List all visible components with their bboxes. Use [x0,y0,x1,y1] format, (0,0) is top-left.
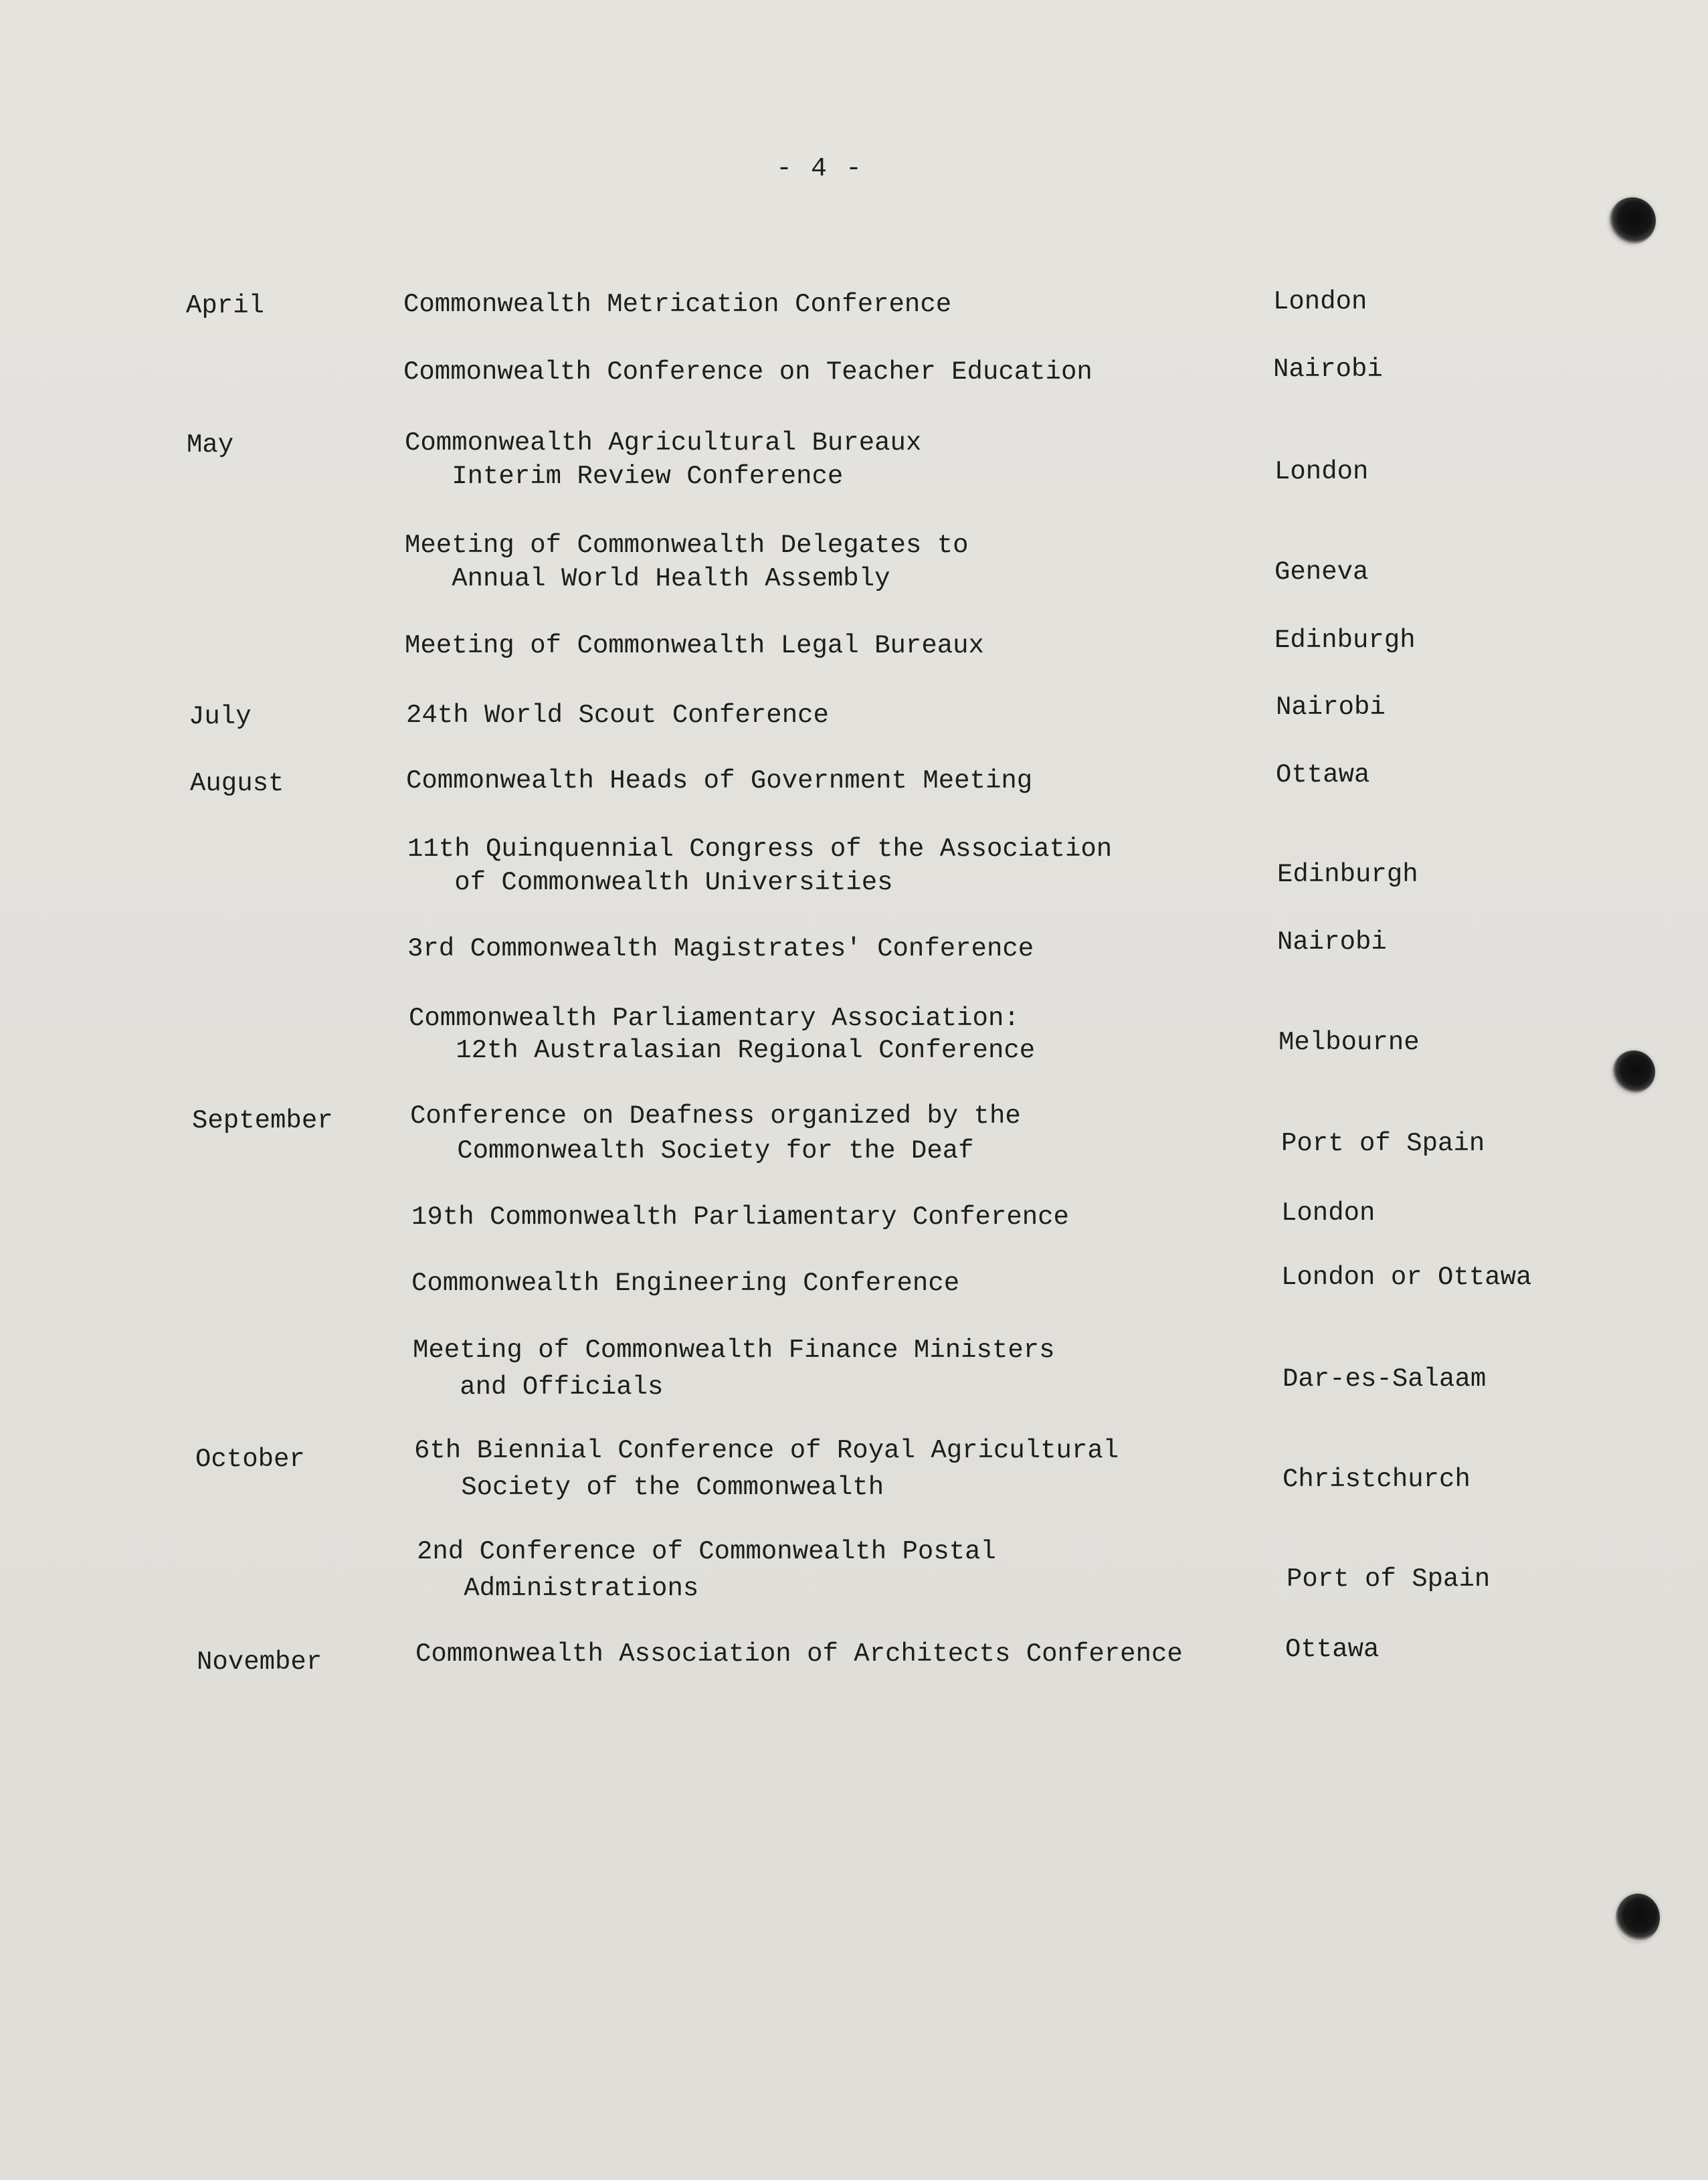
location: London [1281,1198,1375,1228]
location: Melbourne [1278,1028,1420,1057]
event-line: of Commonwealth Universities [407,868,893,897]
month-label: April [186,291,265,321]
event-line: 2nd Conference of Commonwealth Postal [417,1537,996,1566]
punch-hole [1612,1051,1655,1093]
month-label: May [187,430,234,460]
location: Nairobi [1277,927,1387,957]
event-line: Administrations [417,1574,699,1603]
event-line: Meeting of Commonwealth Finance Ministers [413,1336,1055,1365]
month-label: July [189,702,252,731]
location: Dar-es-Salaam [1283,1364,1487,1394]
location: Edinburgh [1277,860,1418,889]
event-line: 6th Biennial Conference of Royal Agricultural [414,1436,1119,1465]
event-line: 11th Quinquennial Congress of the Association [407,834,1113,864]
location: Ottawa [1276,760,1370,790]
event-line: Commonwealth Metrication Conference [403,290,952,319]
location: London or Ottawa [1281,1263,1532,1292]
event-line: 24th World Scout Conference [406,701,829,730]
event-line: 19th Commonwealth Parliamentary Conference [411,1202,1069,1232]
event-line: Commonwealth Conference on Teacher Education [403,357,1093,387]
punch-hole [1609,197,1656,244]
event-line: Interim Review Conference [405,462,844,491]
event-line: Commonwealth Heads of Government Meeting [406,766,1033,796]
event-line: Commonwealth Parliamentary Association: [409,1004,1020,1033]
location: Port of Spain [1287,1564,1491,1594]
location: London [1273,287,1367,316]
event-line: Annual World Health Assembly [405,564,890,594]
event-line: Commonwealth Agricultural Bureaux [405,428,922,458]
location: Geneva [1274,557,1369,587]
month-label: October [195,1445,305,1474]
location: Nairobi [1276,693,1386,722]
event-line: Conference on Deafness organized by the [410,1101,1021,1131]
event-line: and Officials [413,1372,664,1402]
location: Edinburgh [1274,626,1416,655]
event-line: 3rd Commonwealth Magistrates' Conference [407,934,1034,964]
punch-hole [1616,1894,1660,1942]
event-line: Society of the Commonwealth [414,1473,884,1502]
event-line: Commonwealth Engineering Conference [411,1269,960,1298]
location: Christchurch [1283,1465,1470,1494]
event-line: Meeting of Commonwealth Delegates to [405,531,969,560]
location: London [1274,457,1369,486]
month-label: September [192,1106,333,1136]
month-label: August [190,769,284,798]
event-line: 12th Australasian Regional Conference [409,1036,1036,1065]
location: Ottawa [1285,1635,1380,1664]
event-line: Meeting of Commonwealth Legal Bureaux [405,631,984,660]
location: Nairobi [1273,355,1383,384]
location: Port of Spain [1281,1129,1485,1158]
event-line: Commonwealth Society for the Deaf [410,1136,974,1166]
page-number: - 4 - [776,154,864,184]
event-line: Commonwealth Association of Architects Conference [415,1639,1183,1669]
month-label: November [197,1647,322,1677]
